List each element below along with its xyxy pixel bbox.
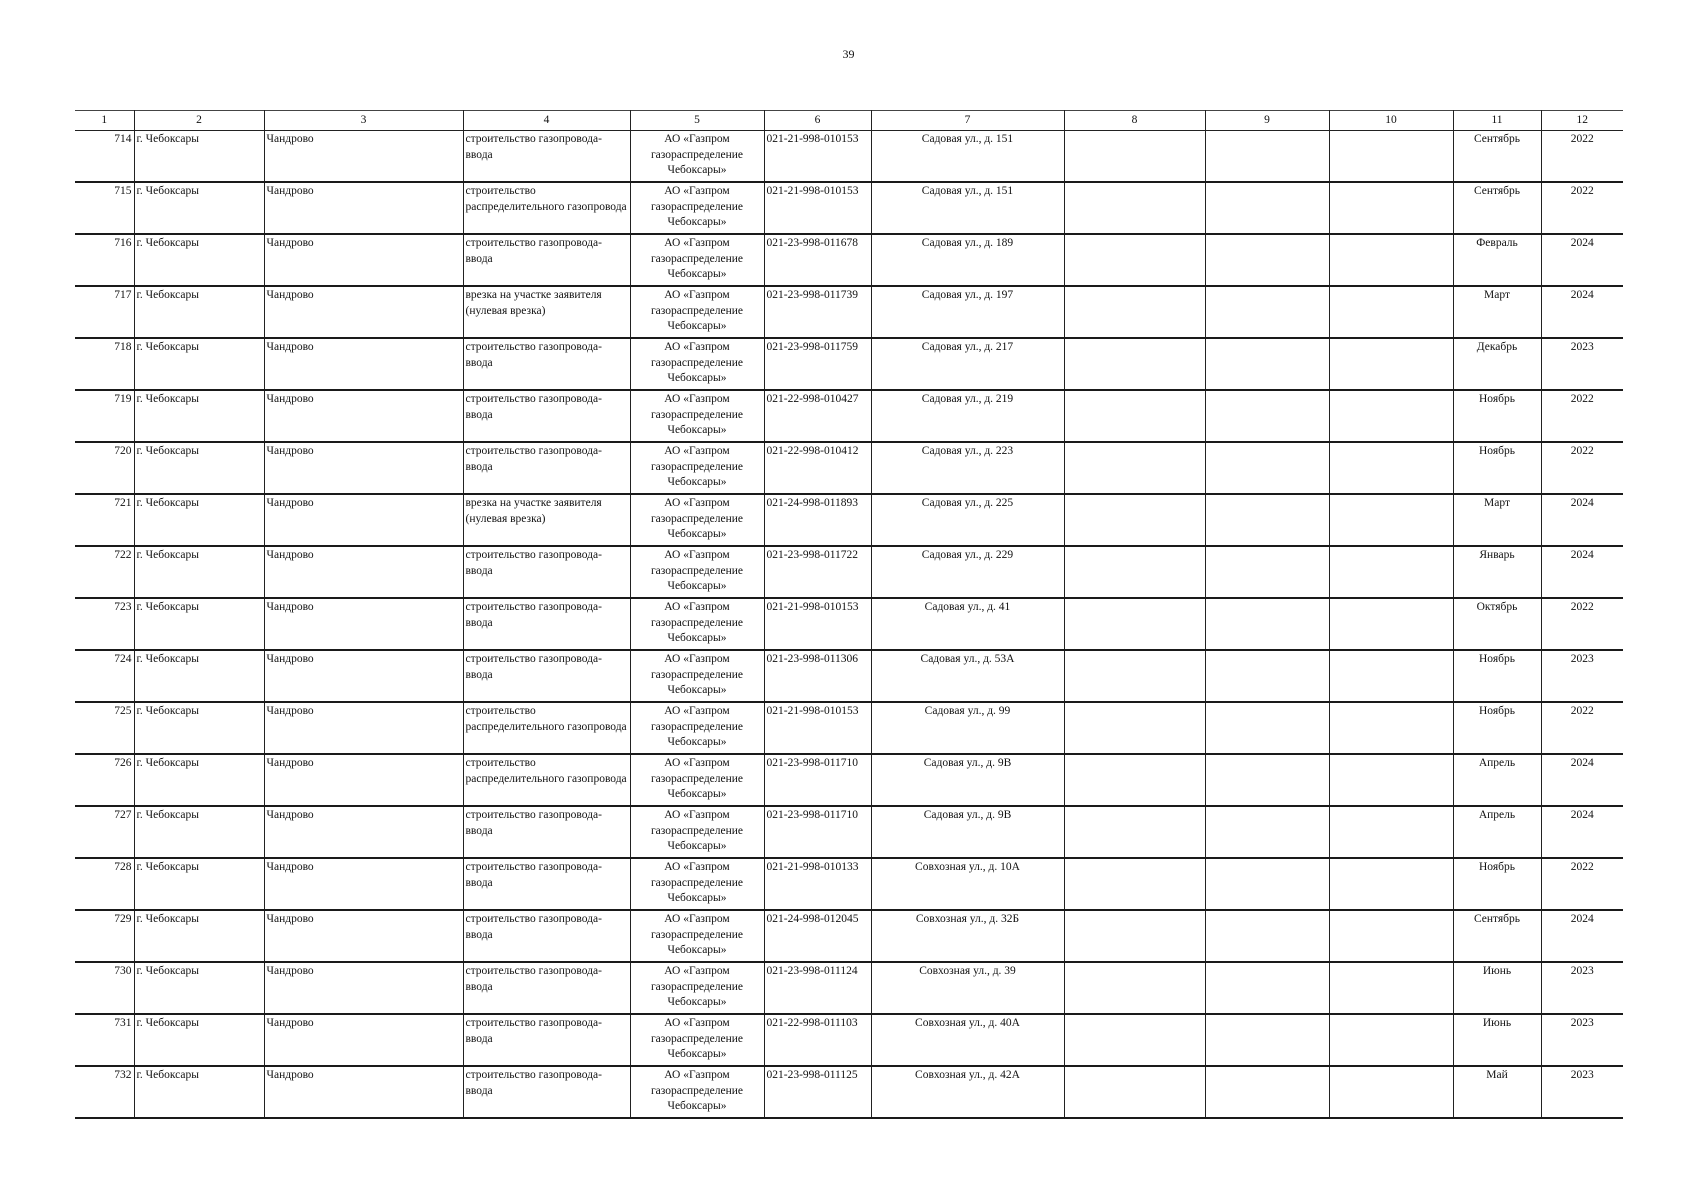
column-8-cell <box>1064 858 1205 910</box>
column-8-cell <box>1064 546 1205 598</box>
table-row <box>75 650 1623 702</box>
address-cell: Садовая ул., д. 225 <box>871 494 1064 546</box>
application-number-cell: 021-23-998-011710 <box>764 754 871 806</box>
locality-cell: Чандрово <box>264 962 463 1014</box>
column-8-cell <box>1064 650 1205 702</box>
organization-cell: АО «Газпром газораспределение Чебоксары» <box>630 858 764 910</box>
year-cell: 2024 <box>1541 286 1623 338</box>
address-cell: Садовая ул., д. 189 <box>871 234 1064 286</box>
column-8-cell <box>1064 1014 1205 1066</box>
column-8-cell <box>1064 1066 1205 1118</box>
application-number-cell: 021-22-998-010412 <box>764 442 871 494</box>
column-10-cell <box>1329 754 1453 806</box>
column-8-cell <box>1064 182 1205 234</box>
locality-cell: Чандрово <box>264 858 463 910</box>
locality-cell: Чандрово <box>264 338 463 390</box>
column-10-cell <box>1329 338 1453 390</box>
column-10-cell <box>1329 442 1453 494</box>
organization-cell: АО «Газпром газораспределение Чебоксары» <box>630 234 764 286</box>
address-cell: Садовая ул., д. 9В <box>871 754 1064 806</box>
organization-cell: АО «Газпром газораспределение Чебоксары» <box>630 182 764 234</box>
column-8-cell <box>1064 962 1205 1014</box>
address-cell: Совхозная ул., д. 40А <box>871 1014 1064 1066</box>
locality-cell: Чандрово <box>264 806 463 858</box>
table-row <box>75 858 1623 910</box>
address-cell: Совхозная ул., д. 39 <box>871 962 1064 1014</box>
work-type-cell: строительство газопровода-ввода <box>463 338 630 390</box>
organization-cell: АО «Газпром газораспределение Чебоксары» <box>630 390 764 442</box>
city-cell: г. Чебоксары <box>134 131 264 183</box>
work-type-cell: строительство газопровода-ввода <box>463 546 630 598</box>
city-cell: г. Чебоксары <box>134 234 264 286</box>
work-type-cell: строительство газопровода-ввода <box>463 962 630 1014</box>
month-cell: Сентябрь <box>1453 910 1541 962</box>
month-cell: Февраль <box>1453 234 1541 286</box>
month-cell: Апрель <box>1453 806 1541 858</box>
year-cell: 2023 <box>1541 962 1623 1014</box>
month-cell: Ноябрь <box>1453 858 1541 910</box>
application-number-cell: 021-21-998-010153 <box>764 131 871 183</box>
organization-cell: АО «Газпром газораспределение Чебоксары» <box>630 1066 764 1118</box>
locality-cell: Чандрово <box>264 546 463 598</box>
application-number-cell: 021-21-998-010133 <box>764 858 871 910</box>
row-number-cell: 725 <box>75 702 134 754</box>
year-cell: 2022 <box>1541 598 1623 650</box>
organization-cell: АО «Газпром газораспределение Чебоксары» <box>630 1014 764 1066</box>
row-number-cell: 717 <box>75 286 134 338</box>
locality-cell: Чандрово <box>264 910 463 962</box>
column-9-cell <box>1205 390 1329 442</box>
city-cell: г. Чебоксары <box>134 702 264 754</box>
organization-cell: АО «Газпром газораспределение Чебоксары» <box>630 442 764 494</box>
row-number-cell: 724 <box>75 650 134 702</box>
table-row <box>75 442 1623 494</box>
row-number-cell: 732 <box>75 1066 134 1118</box>
column-10-cell <box>1329 1014 1453 1066</box>
organization-cell: АО «Газпром газораспределение Чебоксары» <box>630 754 764 806</box>
month-cell: Декабрь <box>1453 338 1541 390</box>
column-9-cell <box>1205 754 1329 806</box>
column-10-cell <box>1329 286 1453 338</box>
column-8-cell <box>1064 338 1205 390</box>
column-header: 10 <box>1329 111 1453 131</box>
month-cell: Июнь <box>1453 1014 1541 1066</box>
column-10-cell <box>1329 182 1453 234</box>
column-9-cell <box>1205 286 1329 338</box>
header-row <box>75 111 1623 131</box>
column-10-cell <box>1329 910 1453 962</box>
row-number-cell: 727 <box>75 806 134 858</box>
year-cell: 2024 <box>1541 754 1623 806</box>
column-10-cell <box>1329 131 1453 183</box>
column-10-cell <box>1329 598 1453 650</box>
table-row <box>75 806 1623 858</box>
organization-cell: АО «Газпром газораспределение Чебоксары» <box>630 650 764 702</box>
work-type-cell: врезка на участке заявителя (нулевая врезка) <box>463 494 630 546</box>
column-9-cell <box>1205 494 1329 546</box>
city-cell: г. Чебоксары <box>134 806 264 858</box>
column-10-cell <box>1329 1066 1453 1118</box>
year-cell: 2024 <box>1541 494 1623 546</box>
column-9-cell <box>1205 806 1329 858</box>
year-cell: 2023 <box>1541 1066 1623 1118</box>
column-9-cell <box>1205 442 1329 494</box>
row-number-cell: 720 <box>75 442 134 494</box>
register-table <box>75 110 1623 1119</box>
work-type-cell: строительство газопровода-ввода <box>463 650 630 702</box>
table-row <box>75 702 1623 754</box>
application-number-cell: 021-23-998-011722 <box>764 546 871 598</box>
year-cell: 2024 <box>1541 806 1623 858</box>
column-9-cell <box>1205 910 1329 962</box>
column-8-cell <box>1064 131 1205 183</box>
column-header: 7 <box>871 111 1064 131</box>
work-type-cell: строительство газопровода-ввода <box>463 910 630 962</box>
table-row <box>75 962 1623 1014</box>
column-header: 3 <box>264 111 463 131</box>
column-9-cell <box>1205 338 1329 390</box>
city-cell: г. Чебоксары <box>134 754 264 806</box>
locality-cell: Чандрово <box>264 390 463 442</box>
row-number-cell: 721 <box>75 494 134 546</box>
column-9-cell <box>1205 1066 1329 1118</box>
column-10-cell <box>1329 494 1453 546</box>
row-number-cell: 730 <box>75 962 134 1014</box>
organization-cell: АО «Газпром газораспределение Чебоксары» <box>630 806 764 858</box>
row-number-cell: 722 <box>75 546 134 598</box>
table-row <box>75 234 1623 286</box>
address-cell: Садовая ул., д. 99 <box>871 702 1064 754</box>
column-9-cell <box>1205 650 1329 702</box>
column-9-cell <box>1205 858 1329 910</box>
city-cell: г. Чебоксары <box>134 390 264 442</box>
column-9-cell <box>1205 131 1329 183</box>
table-body <box>75 131 1623 1119</box>
year-cell: 2024 <box>1541 910 1623 962</box>
month-cell: Ноябрь <box>1453 390 1541 442</box>
application-number-cell: 021-23-998-011710 <box>764 806 871 858</box>
year-cell: 2022 <box>1541 702 1623 754</box>
row-number-cell: 718 <box>75 338 134 390</box>
year-cell: 2022 <box>1541 858 1623 910</box>
organization-cell: АО «Газпром газораспределение Чебоксары» <box>630 286 764 338</box>
month-cell: Ноябрь <box>1453 702 1541 754</box>
organization-cell: АО «Газпром газораспределение Чебоксары» <box>630 598 764 650</box>
year-cell: 2022 <box>1541 442 1623 494</box>
column-header: 5 <box>630 111 764 131</box>
address-cell: Совхозная ул., д. 10А <box>871 858 1064 910</box>
column-10-cell <box>1329 858 1453 910</box>
column-10-cell <box>1329 650 1453 702</box>
organization-cell: АО «Газпром газораспределение Чебоксары» <box>630 910 764 962</box>
locality-cell: Чандрово <box>264 442 463 494</box>
work-type-cell: строительство газопровода-ввода <box>463 390 630 442</box>
column-10-cell <box>1329 806 1453 858</box>
column-10-cell <box>1329 234 1453 286</box>
column-10-cell <box>1329 546 1453 598</box>
organization-cell: АО «Газпром газораспределение Чебоксары» <box>630 131 764 183</box>
row-number-cell: 726 <box>75 754 134 806</box>
work-type-cell: строительство газопровода-ввода <box>463 234 630 286</box>
column-header: 2 <box>134 111 264 131</box>
address-cell: Садовая ул., д. 53А <box>871 650 1064 702</box>
column-header: 12 <box>1541 111 1623 131</box>
month-cell: Апрель <box>1453 754 1541 806</box>
work-type-cell: строительство распределительного газопровода <box>463 182 630 234</box>
work-type-cell: строительство газопровода-ввода <box>463 1066 630 1118</box>
work-type-cell: строительство газопровода-ввода <box>463 598 630 650</box>
column-header: 6 <box>764 111 871 131</box>
column-9-cell <box>1205 962 1329 1014</box>
column-header: 4 <box>463 111 630 131</box>
work-type-cell: строительство газопровода-ввода <box>463 1014 630 1066</box>
application-number-cell: 021-21-998-010153 <box>764 182 871 234</box>
month-cell: Июнь <box>1453 962 1541 1014</box>
address-cell: Садовая ул., д. 41 <box>871 598 1064 650</box>
work-type-cell: строительство распределительного газопровода <box>463 702 630 754</box>
city-cell: г. Чебоксары <box>134 286 264 338</box>
work-type-cell: строительство распределительного газопровода <box>463 754 630 806</box>
city-cell: г. Чебоксары <box>134 858 264 910</box>
year-cell: 2022 <box>1541 131 1623 183</box>
column-8-cell <box>1064 754 1205 806</box>
month-cell: Ноябрь <box>1453 442 1541 494</box>
address-cell: Садовая ул., д. 229 <box>871 546 1064 598</box>
organization-cell: АО «Газпром газораспределение Чебоксары» <box>630 338 764 390</box>
application-number-cell: 021-23-998-011678 <box>764 234 871 286</box>
year-cell: 2023 <box>1541 650 1623 702</box>
column-8-cell <box>1064 702 1205 754</box>
column-9-cell <box>1205 234 1329 286</box>
city-cell: г. Чебоксары <box>134 442 264 494</box>
row-number-cell: 728 <box>75 858 134 910</box>
column-8-cell <box>1064 598 1205 650</box>
locality-cell: Чандрово <box>264 702 463 754</box>
column-header: 9 <box>1205 111 1329 131</box>
application-number-cell: 021-22-998-011103 <box>764 1014 871 1066</box>
column-9-cell <box>1205 702 1329 754</box>
column-8-cell <box>1064 806 1205 858</box>
address-cell: Садовая ул., д. 9В <box>871 806 1064 858</box>
address-cell: Совхозная ул., д. 42А <box>871 1066 1064 1118</box>
address-cell: Садовая ул., д. 223 <box>871 442 1064 494</box>
application-number-cell: 021-24-998-011893 <box>764 494 871 546</box>
table-row <box>75 494 1623 546</box>
application-number-cell: 021-23-998-011759 <box>764 338 871 390</box>
locality-cell: Чандрово <box>264 286 463 338</box>
column-8-cell <box>1064 910 1205 962</box>
locality-cell: Чандрово <box>264 1066 463 1118</box>
column-10-cell <box>1329 962 1453 1014</box>
table-row <box>75 286 1623 338</box>
city-cell: г. Чебоксары <box>134 494 264 546</box>
table-row <box>75 598 1623 650</box>
row-number-cell: 714 <box>75 131 134 183</box>
organization-cell: АО «Газпром газораспределение Чебоксары» <box>630 962 764 1014</box>
city-cell: г. Чебоксары <box>134 962 264 1014</box>
row-number-cell: 719 <box>75 390 134 442</box>
column-header: 11 <box>1453 111 1541 131</box>
locality-cell: Чандрово <box>264 494 463 546</box>
column-9-cell <box>1205 598 1329 650</box>
application-number-cell: 021-23-998-011306 <box>764 650 871 702</box>
address-cell: Садовая ул., д. 219 <box>871 390 1064 442</box>
month-cell: Март <box>1453 494 1541 546</box>
row-number-cell: 731 <box>75 1014 134 1066</box>
application-number-cell: 021-22-998-010427 <box>764 390 871 442</box>
work-type-cell: строительство газопровода-ввода <box>463 131 630 183</box>
month-cell: Октябрь <box>1453 598 1541 650</box>
column-9-cell <box>1205 182 1329 234</box>
table-row <box>75 131 1623 183</box>
address-cell: Садовая ул., д. 151 <box>871 131 1064 183</box>
city-cell: г. Чебоксары <box>134 910 264 962</box>
month-cell: Май <box>1453 1066 1541 1118</box>
address-cell: Садовая ул., д. 197 <box>871 286 1064 338</box>
organization-cell: АО «Газпром газораспределение Чебоксары» <box>630 702 764 754</box>
month-cell: Сентябрь <box>1453 182 1541 234</box>
column-header: 1 <box>75 111 134 131</box>
organization-cell: АО «Газпром газораспределение Чебоксары» <box>630 494 764 546</box>
column-8-cell <box>1064 494 1205 546</box>
application-number-cell: 021-24-998-012045 <box>764 910 871 962</box>
table-row <box>75 1066 1623 1118</box>
year-cell: 2023 <box>1541 338 1623 390</box>
work-type-cell: строительство газопровода-ввода <box>463 806 630 858</box>
column-10-cell <box>1329 390 1453 442</box>
month-cell: Сентябрь <box>1453 131 1541 183</box>
city-cell: г. Чебоксары <box>134 1066 264 1118</box>
city-cell: г. Чебоксары <box>134 546 264 598</box>
table-row <box>75 182 1623 234</box>
address-cell: Совхозная ул., д. 32Б <box>871 910 1064 962</box>
application-number-cell: 021-23-998-011125 <box>764 1066 871 1118</box>
locality-cell: Чандрово <box>264 754 463 806</box>
city-cell: г. Чебоксары <box>134 182 264 234</box>
address-cell: Садовая ул., д. 217 <box>871 338 1064 390</box>
locality-cell: Чандрово <box>264 234 463 286</box>
table-row <box>75 910 1623 962</box>
column-9-cell <box>1205 1014 1329 1066</box>
year-cell: 2022 <box>1541 390 1623 442</box>
locality-cell: Чандрово <box>264 650 463 702</box>
table-row <box>75 546 1623 598</box>
application-number-cell: 021-23-998-011739 <box>764 286 871 338</box>
work-type-cell: строительство газопровода-ввода <box>463 442 630 494</box>
table-row <box>75 1014 1623 1066</box>
locality-cell: Чандрово <box>264 131 463 183</box>
table-row <box>75 754 1623 806</box>
column-8-cell <box>1064 234 1205 286</box>
application-number-cell: 021-23-998-011124 <box>764 962 871 1014</box>
column-8-cell <box>1064 286 1205 338</box>
city-cell: г. Чебоксары <box>134 1014 264 1066</box>
work-type-cell: врезка на участке заявителя (нулевая врезка) <box>463 286 630 338</box>
column-8-cell <box>1064 442 1205 494</box>
city-cell: г. Чебоксары <box>134 650 264 702</box>
row-number-cell: 715 <box>75 182 134 234</box>
year-cell: 2022 <box>1541 182 1623 234</box>
table-row <box>75 390 1623 442</box>
month-cell: Март <box>1453 286 1541 338</box>
work-type-cell: строительство газопровода-ввода <box>463 858 630 910</box>
row-number-cell: 716 <box>75 234 134 286</box>
column-header: 8 <box>1064 111 1205 131</box>
column-8-cell <box>1064 390 1205 442</box>
table-row <box>75 338 1623 390</box>
locality-cell: Чандрово <box>264 182 463 234</box>
organization-cell: АО «Газпром газораспределение Чебоксары» <box>630 546 764 598</box>
city-cell: г. Чебоксары <box>134 598 264 650</box>
row-number-cell: 723 <box>75 598 134 650</box>
year-cell: 2024 <box>1541 234 1623 286</box>
month-cell: Январь <box>1453 546 1541 598</box>
year-cell: 2024 <box>1541 546 1623 598</box>
month-cell: Ноябрь <box>1453 650 1541 702</box>
page-number: 39 <box>842 47 855 61</box>
year-cell: 2023 <box>1541 1014 1623 1066</box>
column-10-cell <box>1329 702 1453 754</box>
application-number-cell: 021-21-998-010153 <box>764 702 871 754</box>
row-number-cell: 729 <box>75 910 134 962</box>
application-number-cell: 021-21-998-010153 <box>764 598 871 650</box>
locality-cell: Чандрово <box>264 598 463 650</box>
address-cell: Садовая ул., д. 151 <box>871 182 1064 234</box>
column-9-cell <box>1205 546 1329 598</box>
city-cell: г. Чебоксары <box>134 338 264 390</box>
locality-cell: Чандрово <box>264 1014 463 1066</box>
